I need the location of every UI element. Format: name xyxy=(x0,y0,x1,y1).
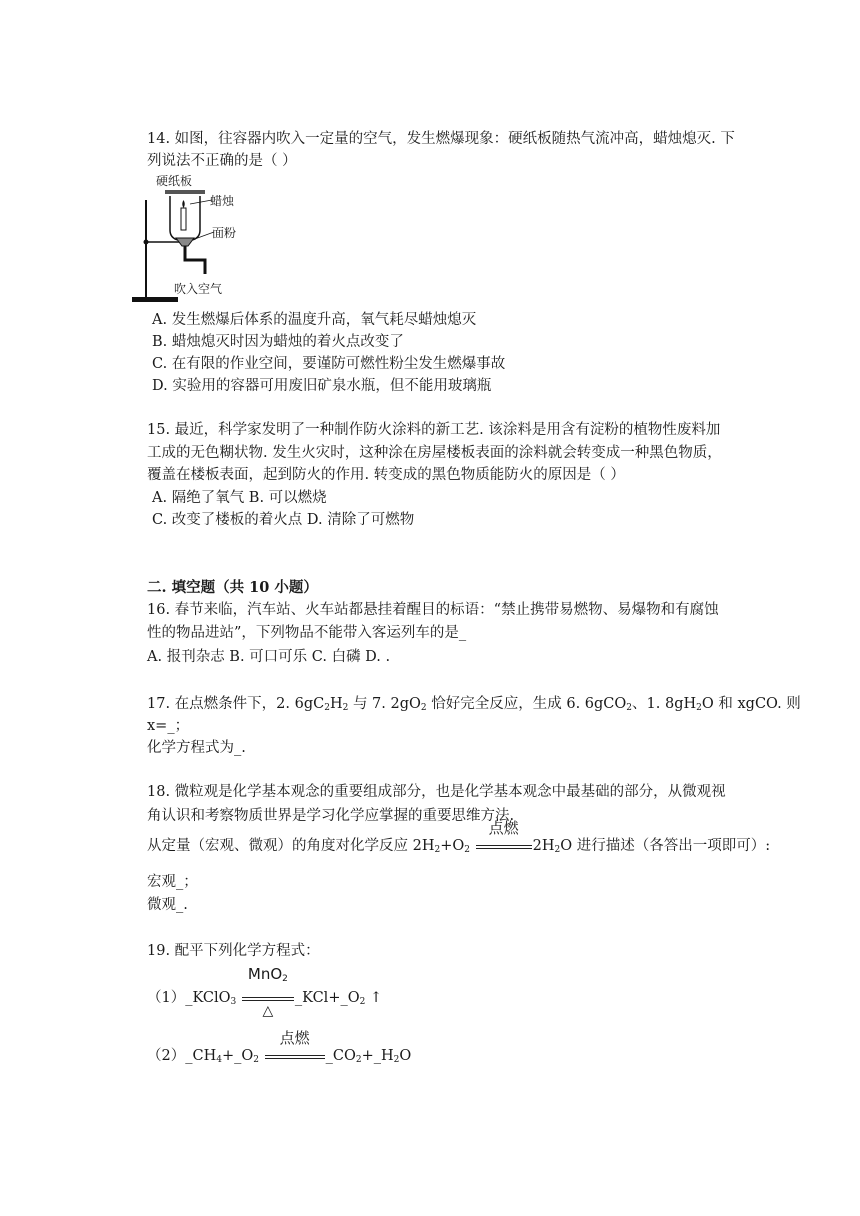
label-flour: 面粉 xyxy=(212,226,237,240)
q17-line2: x=_； xyxy=(147,718,190,734)
q15-options-row1: A. 隔绝了氧气 B. 可以燃烧 xyxy=(152,490,327,506)
label-board: 硬纸板 xyxy=(156,174,193,188)
q19-arrow-2 xyxy=(265,1029,325,1066)
q18-micro: 微观_. xyxy=(147,897,188,913)
q15-options-row2: C. 改变了楼板的着火点 D. 清除了可燃物 xyxy=(152,512,415,528)
q19-condition-2: 点燃 xyxy=(279,1029,310,1047)
label-candle: 蜡烛 xyxy=(210,194,235,208)
q16-line3: A. 报刊杂志 B. 可口可乐 C. 白磷 D. . xyxy=(147,649,391,665)
q18-reaction-arrow xyxy=(476,819,532,856)
q19-heat: △ xyxy=(262,1003,274,1019)
q14-line1: 14. 如图，往容器内吹入一定量的空气，发生燃爆现象：硬纸板随热气流冲高，蜡烛熄灭. 下 xyxy=(147,131,735,147)
q18-line1: 18. 微粒观是化学基本观念的重要组成部分，也是化学基本观念中最基础的部分，从微观视 xyxy=(147,784,726,800)
apparatus-figure xyxy=(130,170,240,306)
section-title: 二. 填空题（共 10 小题） xyxy=(147,579,318,596)
q19-equation-1: （1）_KClO$_3$ MnO$_2$ △ $\_KCl+\_O_2$ ↑ xyxy=(147,965,383,1019)
q18-condition: 点燃 xyxy=(488,819,519,837)
q19-catalyst: MnO$_2$ xyxy=(247,965,288,984)
q19-equation-2: $(2)\_CH_4+\_O_2$ 点燃 $\_CO_2+\_H_2O$ xyxy=(147,1029,412,1065)
q17-line1: 17. 在点燃条件下，2. $6gC_2H_2$ 与 7. $2gO_2$ 恰好完全反应，生成 6. 6gCO$_2$、1. $8gH_2O$ 和 xgCO. 则 xyxy=(147,696,801,713)
q14-option-b: B. 蜡烛熄灭时因为蜡烛的着火点改变了 xyxy=(152,334,404,350)
q18-equation-line: 从定量（宏观、微观）的角度对化学反应 $2H_2+O_2$ 点燃 $2H_2O$ 进行描述（各答出一项即可）: xyxy=(147,819,771,855)
label-blow: 吹入空气 xyxy=(174,282,223,296)
q14-option-c: C. 在有限的作业空间，要谨防可燃性粉尘发生燃爆事故 xyxy=(152,356,506,372)
q14-option-a: A. 发生燃爆后体系的温度升高，氧气耗尽蜡烛熄灭 xyxy=(152,312,477,328)
q18-macro: 宏观_； xyxy=(147,874,198,890)
q18-line2: 角认识和考察物质世界是学习化学应掌握的重要思维方法. xyxy=(147,808,515,824)
q16-line1: 16. 春节来临，汽车站、火车站都悬挂着醒目的标语：“禁止携带易燃物、易爆物和有腐蚀 xyxy=(147,602,719,618)
q14-line2: 列说法不正确的是（ ） xyxy=(147,153,297,169)
q15-line1: 15. 最近，科学家发明了一种制作防火涂料的新工艺. 该涂料是用含有淀粉的植物性废料加 xyxy=(147,422,721,438)
gas-arrow-icon: ↑ xyxy=(369,990,383,1006)
q16-line2: 性的物品进站”，下列物品不能带入客运列车的是_ xyxy=(147,625,467,641)
q17-line3: 化学方程式为_. xyxy=(147,740,246,756)
q15-line3: 覆盖在楼板表面，起到防火的作用. 转变成的黑色物质能防火的原因是（ ） xyxy=(147,467,625,483)
q19-arrow-1 xyxy=(242,965,294,1019)
q15-line2: 工成的无色糊状物. 发生火灾时，这种涂在房屋楼板表面的涂料就会转变成一种黑色物质， xyxy=(147,445,722,461)
q14-option-d: D. 实验用的容器可用废旧矿泉水瓶，但不能用玻璃瓶 xyxy=(152,378,492,394)
q19-line1: 19. 配平下列化学方程式： xyxy=(147,943,320,959)
